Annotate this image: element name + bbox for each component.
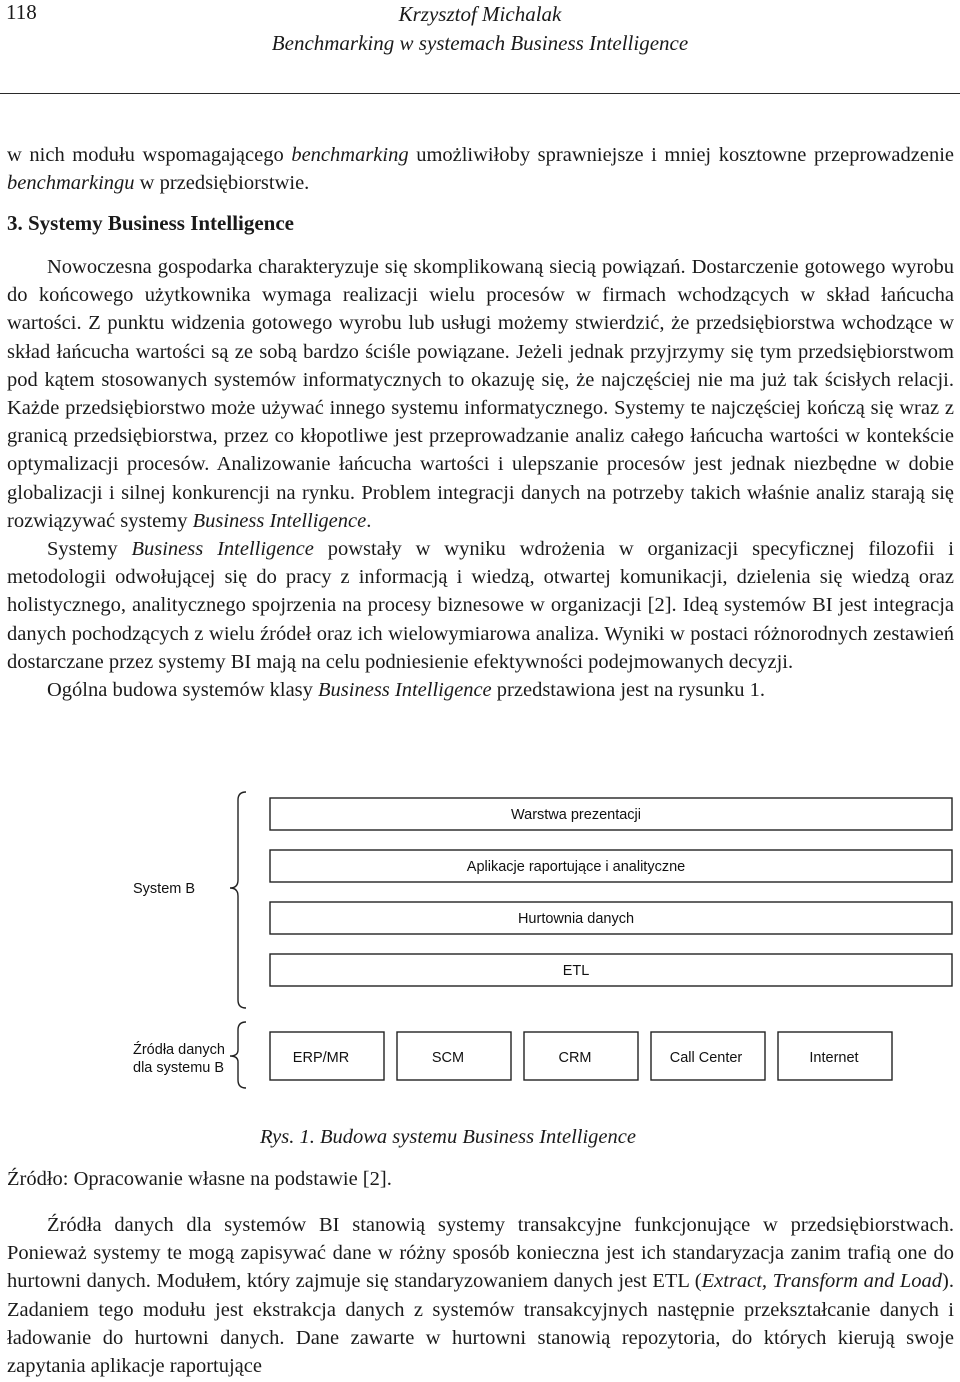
system-label: System B (133, 881, 196, 897)
text-run: Nowoczesna gospodarka charakteryzuje się skomplikowaną siecią powiązań. Dostarczenie gotowego wyrobu do końcowego użytkownika wymaga realizacji wielu procesów w firmach wchodzących w skład łańcucha wartości. Z punktu widzenia gotowego wyrobu lub usługi możemy stwierdzić, że przedsiębiorstwa wchodzące w skład łańcucha wartości są ze sobą bardzo ściśle powiązane. Jeżeli jednak przyjrzymy się tym przedsiębiorstwom pod kątem stosowanych systemów informatycznych to okazuję się, że najczęściej nie ma już tak ścisłych relacji. Każde przedsiębiorstwo może używać innego systemu informatycznego. Systemy te najczęściej kończą się wraz z granicą przedsiębiorstwa, przez co kłopotliwe jest przeprowadzanie analiz całego łańcucha wartości w kontekście optymalizacji procesów. Analizowanie łańcucha wartości i ulepszanie procesów jest jednak niezbędne w dobie globalizacji i silnej konkurencji na rynku. Problem integracji danych na potrzeby takich właśnie analiz starają się rozwiązywać systemy (7, 256, 954, 532)
layer-label-warehouse: Hurtownia danych (517, 911, 635, 927)
italic-run: Business Intelligence (131, 538, 314, 561)
layer-label-presentation: Warstwa prezentacji (510, 807, 642, 823)
source-label-scm: SCM (431, 1050, 465, 1066)
figure-caption: Rys. 1. Budowa systemu Business Intelligence (260, 1126, 636, 1148)
text-run: powstały w wyniku wdrożenia w organizacji specyficznej filozofii i metodologii odwołującej się do pracy z informacją i wiedzą, otwartej komunikacji, dzielenia się wiedzą oraz holistycznego, analitycznego spojrzenia na procesy biznesowe w organizacji [2]. Ideą systemów BI jest integracja danych pochodzących z wielu źródeł oraz ich wielowymiarowa analiza. Wyniki w postaci różnorodnych zestawień dostarczane przez systemy BI mają na celu podniesienie efektywności podejmowanych decyzji. (7, 538, 954, 673)
paragraph-4 (7, 1211, 954, 1380)
figure-source-note: Źródło: Opracowanie własne na podstawie [2]. (7, 1168, 392, 1190)
closing-text (7, 1211, 954, 1380)
system-brace (230, 792, 246, 1008)
section-heading: 3. Systemy Business Intelligence (7, 211, 295, 235)
source-label-callcenter: Call Center (669, 1050, 743, 1066)
sources-brace (230, 1022, 246, 1088)
text-run: Ogólna budowa systemów klasy (47, 679, 319, 702)
text-run: w nich modułu wspomagającego (7, 144, 292, 166)
text-run: ). Zadaniem tego modułu jest ekstrakcja danych z systemów transakcyjnych następnie przekształcanie danych i ładowanie do hurtowni danych. Dane zawarte w hurtowni stanowią repozytoria, do których kierują swoje zapytania aplikacje raportujące (7, 1270, 954, 1378)
layer-box-etl (270, 954, 952, 986)
italic-run: benchmarking (291, 144, 409, 166)
text-run: przedstawiona jest na rysunku 1. (491, 679, 765, 702)
italic-run: benchmarkingu (7, 172, 135, 195)
text-run: Źródła danych dla systemów BI stanowią systemy transakcyjne funkcjonujące w przedsiębiorstwach. Ponieważ systemy te mogą zapisywać dane w różny sposób konieczna jest ich standaryzacja zanim trafią one do hurtowni danych. Modułem, który zajmuje się standaryzowaniem danych jest ETL ( (7, 1214, 954, 1293)
source-label-internet: Internet (809, 1050, 859, 1066)
sources-label-line2: dla systemu B (133, 1060, 225, 1076)
source-label-erp: ERP/MR (292, 1050, 350, 1066)
sources-label-line1: Źródła danych (133, 1042, 225, 1058)
source-label-crm: CRM (558, 1050, 592, 1066)
running-head-author: Krzysztof Michalak (398, 2, 562, 26)
text-run: Systemy (47, 538, 132, 561)
italic-run: Extract, Transform and Load (701, 1270, 943, 1293)
italic-run: Business Intelligence (192, 509, 367, 532)
layer-label-applications: Aplikacje raportujące i analityczne (466, 859, 686, 875)
layer-label-etl: ETL (562, 963, 590, 979)
text-run: w przedsiębiorstwie. (134, 172, 310, 195)
page-number: 118 (6, 0, 37, 24)
running-head-title: Benchmarking w systemach Business Intelligence (271, 31, 689, 55)
text-run: umożliwiłoby sprawniejsze i mniej kosztowne przeprowadzenie (408, 144, 954, 166)
text-run: . (366, 509, 372, 532)
italic-run: Business Intelligence (318, 679, 492, 702)
